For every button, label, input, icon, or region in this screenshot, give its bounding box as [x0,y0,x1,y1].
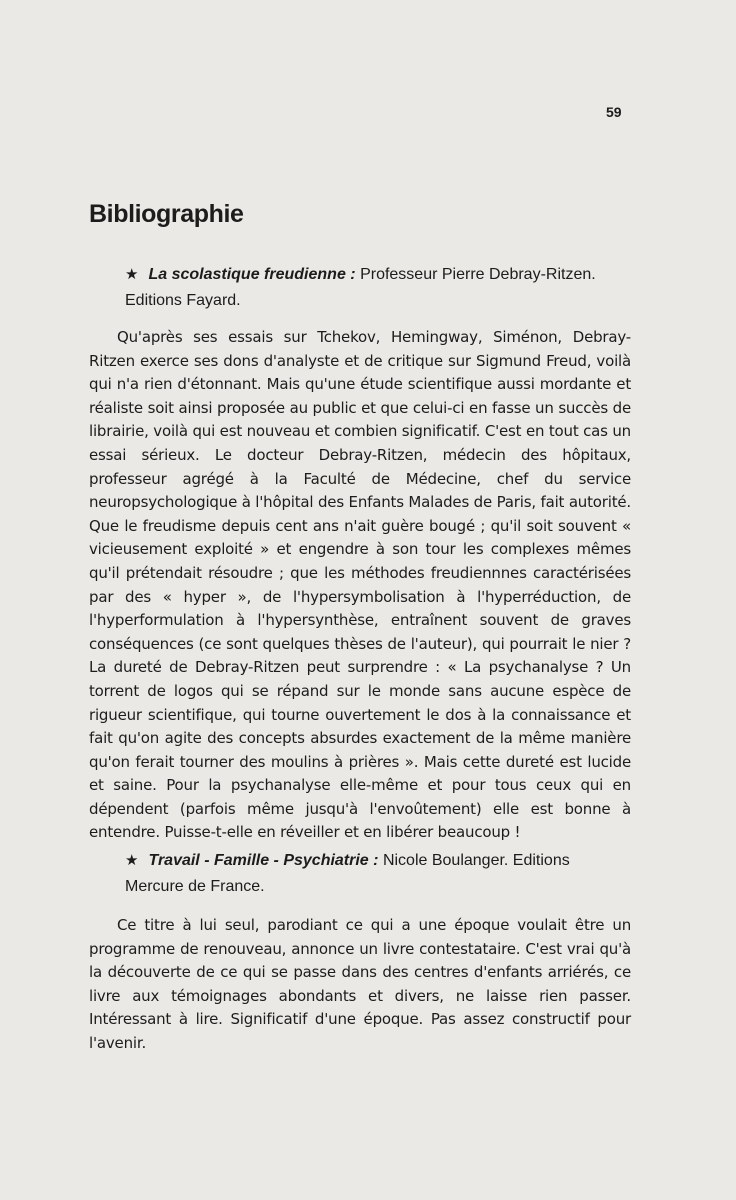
entry-review: Ce titre à lui seul, parodiant ce qui a une époque voulait être un programme de renouveau, annonce un livre contestataire. C'est vrai qu'à la découverte de ce qui se passe dans des centres d'enfants arriérés, ce livre aux témoignages abondants et divers, ne laisse rien passer. Intéressant à lire. Significatif d'une époque. Pas assez constructif pour l'avenir. [89,916,631,1052]
page-title: Bibliographie [89,200,244,228]
bibliography-entry [89,262,631,314]
entry-source: Professeur Pierre Debray-Ritzen. Editions Fayard. [125,266,596,309]
entry-title: Travail - Famille - Psychiatrie : [148,852,379,869]
entry-heading [89,848,631,900]
star-icon: ★ [125,852,139,869]
bibliography-entry [89,848,631,900]
page-number: 59 [606,104,622,120]
entry-title: La scolastique freudienne : [148,266,356,283]
star-icon: ★ [125,266,139,283]
entry-source: Nicole Boulanger. Editions Mercure de France. [125,852,570,895]
entry-heading [89,262,631,314]
entry-review: Qu'après ses essais sur Tchekov, Hemingway, Siménon, Debray-Ritzen exerce ses dons d'analyste et de critique sur Sigmund Freud, voilà qui n'a rien d'étonnant. Mais qu'une étude scientifique aussi mordante et réaliste soit ainsi proposée au public et que celui-ci en fasse un succès de librairie, voilà qui est nouveau et combien significatif. C'est en tout cas un essai sérieux. Le docteur Debray-Ritzen, médecin des hôpitaux, professeur agrégé à la Faculté de Médecine, chef du service neuropsychologique à l'hôpital des Enfants Malades de Paris, fait autorité. Que le freudisme depuis cent ans n'ait guère bougé ; qu'il soit souvent « vicieusement exploité » et engendre à son tour les complexes mêmes qu'il prétendait résoudre ; que les méthodes freudiennnes caractérisées par des « hyper », de l'hypersymbolisation à l'hyperréduction, de l'hyperformulation à l'hypersynthèse, entraînent souvent de graves conséquences (ce sont quelques thèses de l'auteur), qui pourrait le nier ? La dureté de Debray-Ritzen peut surprendre : « La psychanalyse ? Un torrent de logos qui se répand sur le monde sans aucune espèce de rigueur scientifique, qui tourne ouvertement le dos à la connaissance et fait qu'on agite des concepts absurdes exactement de la même manière qu'on ferait tourner des moulins à prières ». Mais cette dureté est lucide et saine. Pour la psychanalyse elle-même et pour tous ceux qui en dépendent (parfois même jusqu'à l'envoûtement) elle est bonne à entendre. Puisse-t-elle en réveiller et en libérer beaucoup ! [89,328,631,842]
